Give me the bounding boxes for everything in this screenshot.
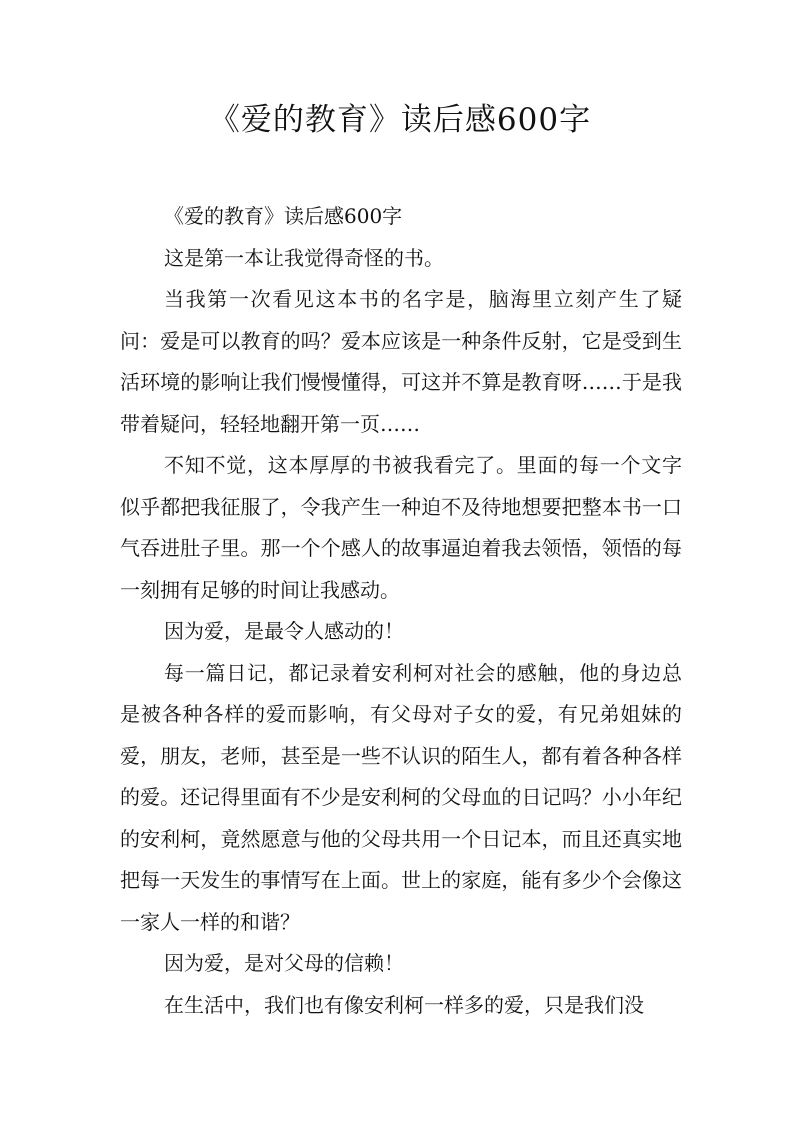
paragraph: 每一篇日记，都记录着安利柯对社会的感触，他的身边总是被各种各样的爱而影响，有父母对子女的爱，有兄弟姐妹的爱，朋友，老师，甚至是一些不认识的陌生人，都有着各种各样的爱。还记得里面有不少是安利柯的父母血的日记吗？小小年纪的安利柯，竟然愿意与他的父母共用一个日记本，而且还真实地把每一天发生的事情写在上面。世上的家庭，能有多少个会像这一家人一样的和谐？ bbox=[120, 660, 682, 934]
document-body bbox=[120, 196, 682, 1026]
document-title: 《爱的教育》读后感600字 bbox=[208, 102, 592, 138]
paragraph-subtitle: 《爱的教育》读后感600字 bbox=[164, 204, 403, 228]
paragraph: 不知不觉，这本厚厚的书被我看完了。里面的每一个文字似乎都把我征服了，令我产生一种迫不及待地想要把整本书一口气吞进肚子里。那一个个感人的故事逼迫着我去领悟，领悟的每一刻拥有足够的时间让我感动。 bbox=[120, 453, 682, 602]
paragraph: 因为爱，是最令人感动的！ bbox=[164, 619, 404, 643]
paragraph: 因为爱，是对父母的信赖！ bbox=[164, 951, 404, 975]
paragraph: 当我第一次看见这本书的名字是，脑海里立刻产生了疑问：爱是可以教育的吗？爱本应该是一种条件反射，它是受到生活环境的影响让我们慢慢懂得，可这并不算是教育呀……于是我带着疑问，轻轻地翻开第一页…… bbox=[120, 287, 682, 436]
paragraph: 在生活中，我们也有像安利柯一样多的爱，只是我们没 bbox=[164, 992, 644, 1017]
paragraph: 这是第一本让我觉得奇怪的书。 bbox=[164, 245, 444, 270]
